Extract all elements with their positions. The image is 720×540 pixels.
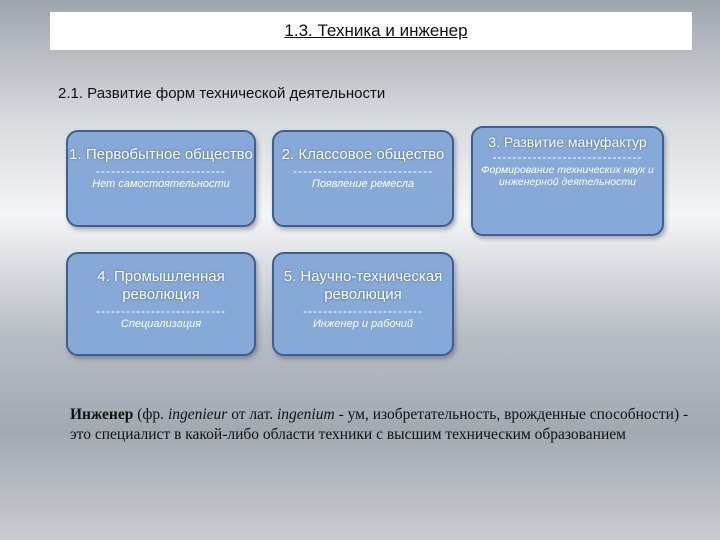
definition-part-3: - ум, изобретательность, врожденные способности) - это специалист в какой-либо области техники с высшим техническим образованием — [70, 406, 689, 443]
definition-part-1: (фр. — [133, 406, 168, 423]
definition-part-2: от лат. — [227, 406, 277, 423]
card-divider: ------------------------------ — [492, 150, 643, 164]
card-subtitle: Инженер и рабочий — [312, 318, 414, 330]
slide-title-bar — [50, 12, 692, 50]
definition-latin-word: ingenium — [277, 406, 335, 423]
card-manufactory-development — [471, 126, 664, 236]
slide-title: 1.3. Техника и инженер — [284, 21, 468, 40]
card-primitive-society — [66, 130, 256, 227]
card-subtitle: Специализация — [120, 318, 202, 330]
engineer-definition — [70, 405, 690, 445]
card-industrial-revolution — [66, 252, 256, 356]
card-scientific-technical-revolution — [272, 252, 454, 356]
card-divider: ------------------------ — [303, 304, 423, 318]
card-title: 1. Первобытное общество — [69, 146, 253, 163]
section-heading: 2.1. Развитие форм технической деятельности — [58, 85, 386, 102]
card-class-society — [272, 130, 454, 227]
definition-french-word: ingenieur — [167, 406, 228, 423]
card-divider: ---------------------------- — [293, 164, 433, 178]
card-title: 5. Научно-техническая революция — [283, 268, 443, 303]
card-subtitle: Нет самостоятельности — [92, 178, 230, 190]
card-subtitle: Появление ремесла — [311, 178, 415, 190]
card-divider: -------------------------- — [96, 164, 226, 178]
card-title: 2. Классовое общество — [281, 146, 445, 163]
definition-term: Инженер — [70, 406, 134, 423]
card-title: 3. Развитие мануфактур — [488, 134, 647, 150]
card-divider: -------------------------- — [96, 304, 226, 318]
card-subtitle: Формирование технических наук и инженерной деятельности — [481, 164, 654, 188]
card-title: 4. Промышленная революция — [97, 268, 225, 303]
